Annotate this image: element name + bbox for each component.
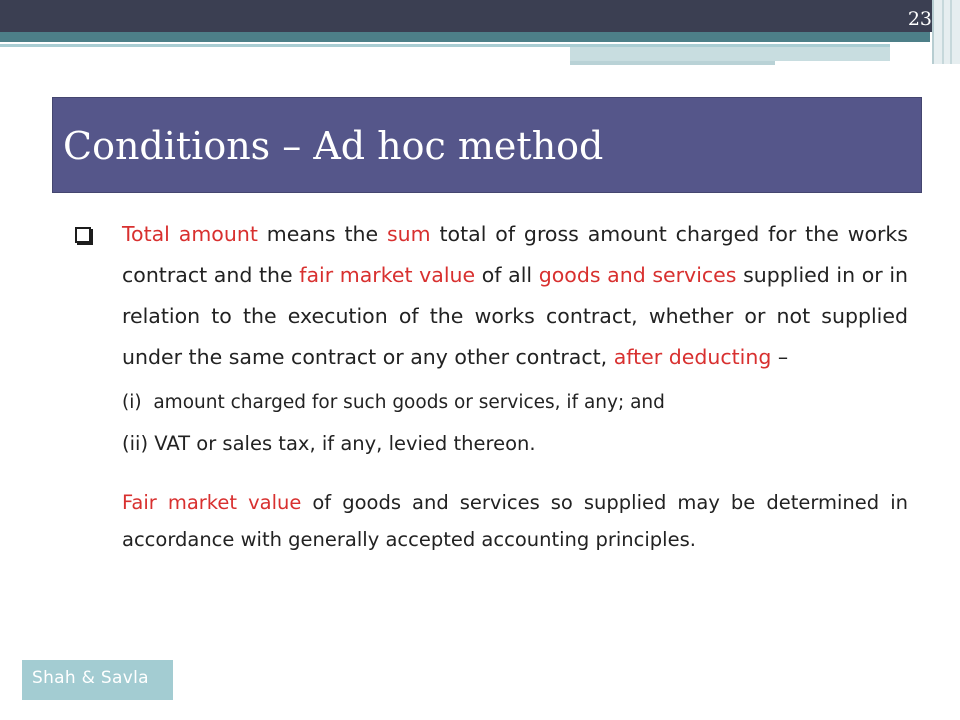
term-total-amount: Total amount <box>122 222 258 246</box>
term-goods-and-services: goods and services <box>538 263 737 287</box>
checkbox-bullet-icon <box>75 227 91 243</box>
header-accent-block <box>570 47 890 61</box>
text-segment: total of gross amount charged for the works contract and the <box>122 222 908 287</box>
title-banner <box>52 97 922 193</box>
header-right-rail <box>932 0 960 64</box>
term-sum: sum <box>386 222 431 246</box>
text-segment: supplied in or in relation to the execution of the works contract, whether or not supplied under the same contract or any other contract, <box>122 263 909 369</box>
rail-line <box>950 0 952 64</box>
page-title: Conditions – Ad hoc method <box>63 124 604 168</box>
text-segment: means the <box>257 222 387 246</box>
term-after-deducting: after deducting <box>613 345 772 369</box>
slide-content <box>72 214 908 558</box>
sub-item-amount-charged: (i) amount charged for such goods or services, if any; and <box>122 392 665 413</box>
text-segment: of all <box>475 263 539 287</box>
header-accent-stripe <box>570 61 775 65</box>
rail-line <box>942 0 944 64</box>
fair-market-value-paragraph <box>72 484 908 558</box>
text-segment: – <box>771 345 789 369</box>
footer-brand: Shah & Savla <box>32 668 149 688</box>
term-fair-market-value: Fair market value <box>122 491 302 514</box>
slide-number: 23 <box>907 8 932 30</box>
sub-item-vat: (ii) VAT or sales tax, if any, levied thereon. <box>122 432 536 455</box>
footer-badge <box>22 660 173 700</box>
header-bar <box>0 0 960 32</box>
header-accent-bar <box>0 32 930 42</box>
bullet-item <box>72 214 908 378</box>
term-fair-market-value: fair market value <box>299 263 476 287</box>
definition-paragraph <box>122 214 908 378</box>
text-segment: of goods and services so supplied may be determined in accordance with generally accepted accounting principles. <box>122 491 908 551</box>
